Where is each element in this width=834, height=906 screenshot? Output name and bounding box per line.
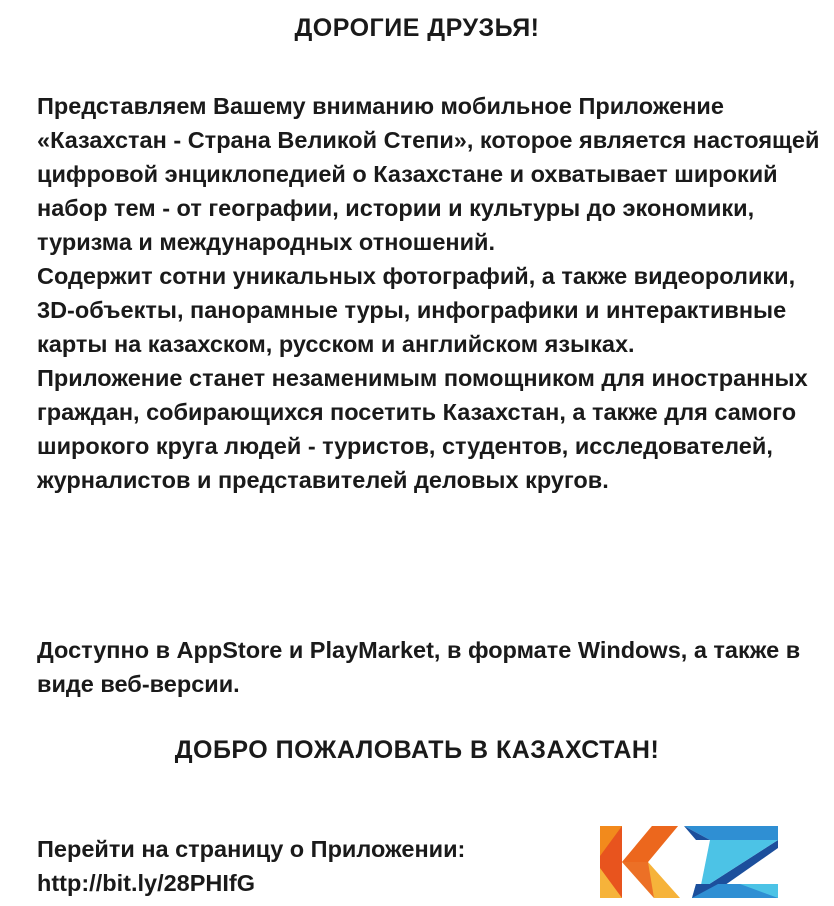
intro-paragraph: Представляем Вашему вниманию мобильное Приложение «Казахстан - Страна Великой Степи», которое является настоящей цифровой энциклопедией о Казахстане и охватывает широкий набор тем - от географии, истории и культуры до экономики, туризма и международных отношений. <box>37 93 820 255</box>
logo-facet <box>622 826 678 862</box>
app-link-label: Перейти на страницу о Приложении: <box>37 836 466 862</box>
page-title: ДОРОГИЕ ДРУЗЬЯ! <box>294 14 540 42</box>
availability-text: Доступно в AppStore и PlayMarket, в формате Windows, а также в виде веб-версии. <box>37 637 801 697</box>
welcome-heading: ДОБРО ПОЖАЛОВАТЬ В КАЗАХСТАН! <box>174 736 660 764</box>
app-link[interactable]: http://bit.ly/28PHIfG <box>37 870 256 896</box>
intro-paragraph: Приложение станет незаменимым помощником для иностранных граждан, собирающихся посетить Казахстан, а также для самого широкого круга людей - туристов, студентов, исследователей, журналистов и представителей деловых кругов. <box>37 365 808 493</box>
intro-text <box>37 89 827 497</box>
kz-logo-icon <box>600 826 778 898</box>
app-link-block <box>37 832 465 900</box>
intro-paragraph: Содержит сотни уникальных фотографий, а также видеоролики, 3D-объекты, панорамные туры, инфографики и интерактивные карты на казахском, русском и английском языках. <box>37 263 796 357</box>
